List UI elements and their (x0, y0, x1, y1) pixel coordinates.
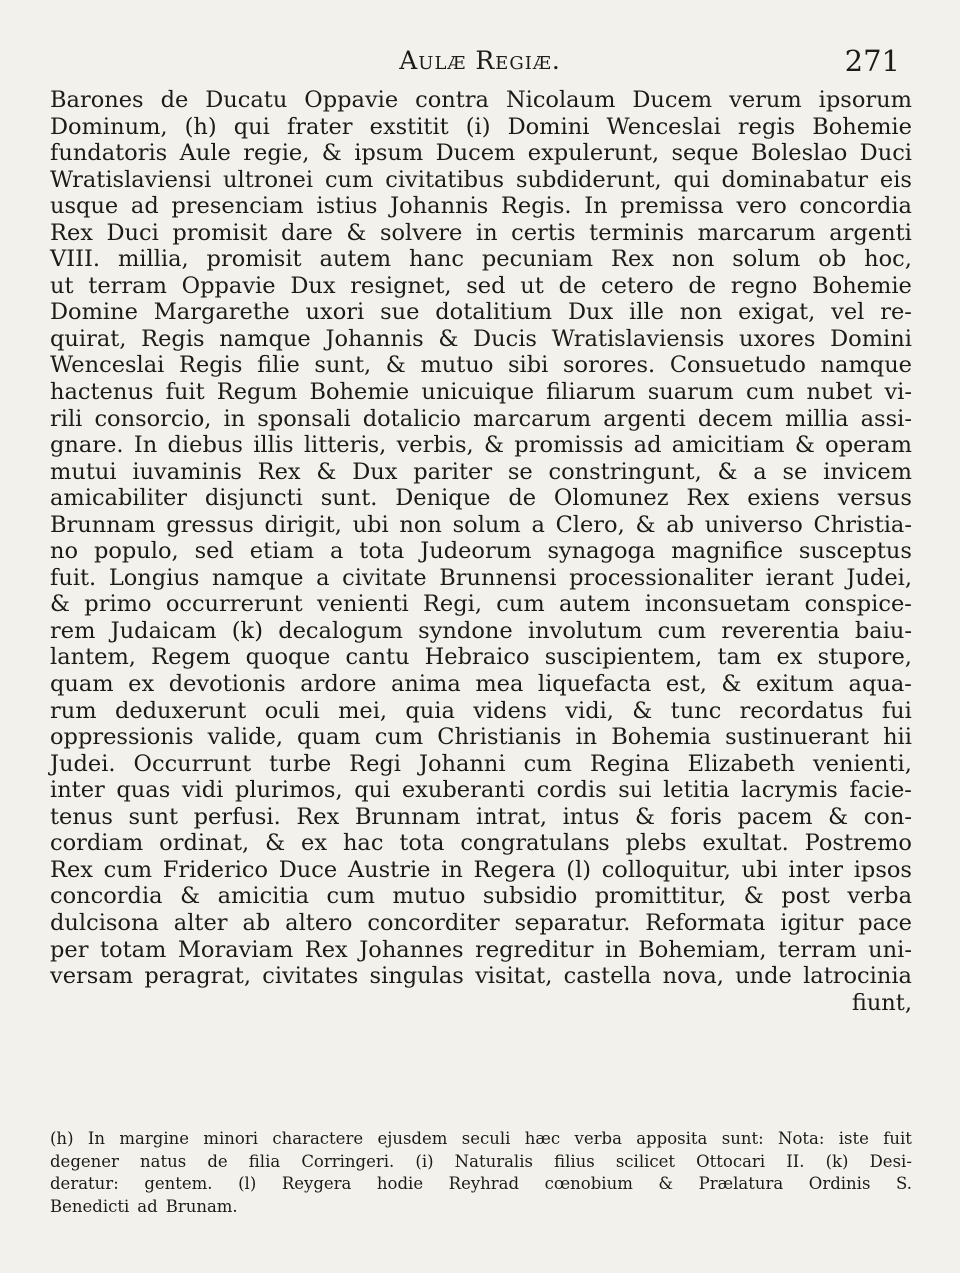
page-header (0, 42, 960, 86)
text-line: Judei. Occurrunt turbe Regi Johanni cum Regina Elizabeth venienti, (50, 750, 912, 777)
text-line: & primo occurrerunt venienti Regi, cum autem inconsuetam conspice- (50, 591, 912, 618)
footnotes (50, 1128, 912, 1218)
text-line: hactenus fuit Regum Bohemie unicuique filiarum suarum cum nubet vi- (50, 379, 912, 406)
text-line: ut terram Oppavie Dux resignet, sed ut de cetero de regno Bohemie (50, 272, 912, 299)
text-line: tenus sunt perfusi. Rex Brunnam intrat, intus & foris pacem & con- (50, 803, 912, 830)
text-line: fundatoris Aule regie, & ipsum Ducem expulerunt, seque Boleslao Duci (50, 140, 912, 167)
footnote-line: deratur: gentem. (l) Reygera hodie Reyhrad cœnobium & Prælatura Ordinis S. (50, 1174, 912, 1193)
text-line: no populo, sed etiam a tota Judeorum synagoga magnifice susceptus (50, 538, 912, 565)
text-line: concordia & amicitia cum mutuo subsidio promittitur, & post verba (50, 883, 912, 910)
text-line: amicabiliter disjuncti sunt. Denique de Olomunez Rex exiens versus (50, 485, 912, 512)
text-line: VIII. millia, promisit autem hanc pecuniam Rex non solum ob hoc, (50, 246, 912, 273)
text-line: rili consorcio, in sponsali dotalicio marcarum argenti decem millia assi- (50, 405, 912, 432)
text-line: Wratislaviensi ultronei cum civitatibus subdiderunt, qui dominabatur eis (50, 166, 912, 193)
text-line: Dominum, (h) qui frater exstitit (i) Domini Wenceslai regis Bohemie (50, 113, 912, 140)
text-line: versam peragrat, civitates singulas visitat, castella nova, unde latrocinia (50, 963, 912, 990)
footnote-line: (h) In margine minori charactere ejusdem seculi hæc verba apposita sunt: Nota: iste fuit (50, 1129, 912, 1148)
text-line: lantem, Regem quoque cantu Hebraico suscipientem, tam ex stupore, (50, 644, 912, 671)
text-line: fuit. Longius namque a civitate Brunnensi processionaliter ierant Judei, (50, 564, 912, 591)
text-line: cordiam ordinat, & ex hac tota congratulans plebs exultat. Postremo (50, 830, 912, 857)
text-line: inter quas vidi plurimos, qui exuberanti cordis sui letitia lacrymis facie- (50, 777, 912, 804)
text-line: gnare. In diebus illis litteris, verbis, & promissis ad amicitiam & operam (50, 432, 912, 459)
text-line: Rex cum Friderico Duce Austrie in Regera (l) colloquitur, ubi inter ipsos (50, 856, 912, 883)
footnote-line: degener natus de filia Corringeri. (i) Naturalis filius scilicet Ottocari II. (k) Desi- (50, 1151, 912, 1171)
page-number: 271 (844, 44, 900, 78)
text-line: usque ad presenciam istius Johannis Regis. In premissa vero concordia (50, 193, 912, 220)
text-line: Barones de Ducatu Oppavie contra Nicolaum Ducem verum ipsorum (50, 87, 912, 113)
text-line: quam ex devotionis ardore anima mea liquefacta est, & exitum aqua- (50, 671, 912, 698)
text-line: oppressionis valide, quam cum Christianis in Bohemia sustinuerant hii (50, 724, 912, 751)
text-line: rum deduxerunt oculi mei, quia videns vidi, & tunc recordatus fui (50, 697, 912, 724)
main-text (50, 87, 912, 1016)
text-line: per totam Moraviam Rex Johannes regreditur in Bohemiam, terram uni- (50, 936, 912, 963)
text-line: fiunt, (851, 989, 912, 1016)
footnote-line: Benedicti ad Brunam. (50, 1196, 238, 1216)
text-line: dulcisona alter ab altero concorditer separatur. Reformata igitur pace (50, 909, 912, 936)
text-line: rem Judaicam (k) decalogum syndone involutum cum reverentia baiu- (50, 617, 912, 644)
text-line: Wenceslai Regis filie sunt, & mutuo sibi sorores. Consuetudo namque (50, 352, 912, 379)
running-head: Aulæ Regiæ. (399, 46, 561, 75)
text-line: quirat, Regis namque Johannis & Ducis Wratislaviensis uxores Domini (50, 325, 912, 352)
text-line: mutui iuvaminis Rex & Dux pariter se constringunt, & a se invicem (50, 458, 912, 485)
text-line: Brunnam gressus dirigit, ubi non solum a Clero, & ab universo Christia- (50, 511, 912, 538)
text-line: Rex Duci promisit dare & solvere in certis terminis marcarum argenti (50, 219, 912, 246)
text-line: Domine Margarethe uxori sue dotalitium Dux ille non exigat, vel re- (50, 299, 912, 326)
